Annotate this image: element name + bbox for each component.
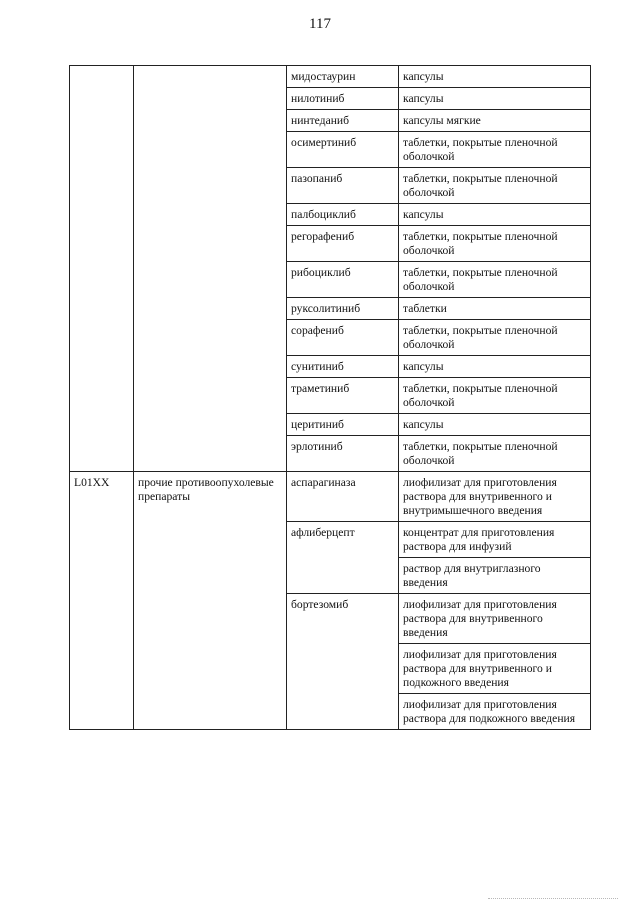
drug-name-cell: траметиниб xyxy=(287,378,399,414)
dosage-form-cell: капсулы xyxy=(399,88,591,110)
drug-table-body xyxy=(70,66,591,730)
drug-name-cell: сунитиниб xyxy=(287,356,399,378)
drug-name-cell: нинтеданиб xyxy=(287,110,399,132)
dosage-form-cell: таблетки, покрытые пленочной оболочкой xyxy=(399,436,591,472)
dosage-form-cell: таблетки, покрытые пленочной оболочкой xyxy=(399,262,591,298)
drug-name-cell: сорафениб xyxy=(287,320,399,356)
dosage-form-cell: капсулы xyxy=(399,414,591,436)
drug-name-cell: аспарагиназа xyxy=(287,472,399,522)
dosage-form-cell: капсулы мягкие xyxy=(399,110,591,132)
drug-name-cell: нилотиниб xyxy=(287,88,399,110)
drug-name-cell: руксолитиниб xyxy=(287,298,399,320)
drug-name-cell: рибоциклиб xyxy=(287,262,399,298)
dosage-form-cell: лиофилизат для приготовления раствора для внутривенного и подкожного введения xyxy=(399,644,591,694)
drug-name-cell: пазопаниб xyxy=(287,168,399,204)
dosage-form-cell: таблетки, покрытые пленочной оболочкой xyxy=(399,378,591,414)
table-row xyxy=(70,66,591,88)
dosage-form-cell: таблетки, покрытые пленочной оболочкой xyxy=(399,132,591,168)
dosage-form-cell: капсулы xyxy=(399,66,591,88)
drug-name-cell: палбоциклиб xyxy=(287,204,399,226)
dosage-form-cell: концентрат для приготовления раствора для инфузий xyxy=(399,522,591,558)
drug-name-cell: осимертиниб xyxy=(287,132,399,168)
table-row xyxy=(70,472,591,522)
dosage-form-cell: капсулы xyxy=(399,356,591,378)
dosage-form-cell: раствор для внутриглазного введения xyxy=(399,558,591,594)
drug-table-container xyxy=(69,65,590,730)
dosage-form-cell: таблетки, покрытые пленочной оболочкой xyxy=(399,320,591,356)
drug-table xyxy=(69,65,591,730)
drug-name-cell: регорафениб xyxy=(287,226,399,262)
scan-artifact-line xyxy=(488,898,618,901)
atc-group-name-cell: прочие противоопухолевые препараты xyxy=(134,472,287,730)
drug-name-cell: афлиберцепт xyxy=(287,522,399,594)
dosage-form-cell: лиофилизат для приготовления раствора для подкожного введения xyxy=(399,694,591,730)
atc-code-cell-empty xyxy=(70,66,134,472)
dosage-form-cell: капсулы xyxy=(399,204,591,226)
dosage-form-cell: лиофилизат для приготовления раствора для внутривенного и внутримышечного введения xyxy=(399,472,591,522)
dosage-form-cell: таблетки, покрытые пленочной оболочкой xyxy=(399,168,591,204)
atc-code-cell: L01XX xyxy=(70,472,134,730)
dosage-form-cell: таблетки xyxy=(399,298,591,320)
page-number: 117 xyxy=(309,16,331,32)
drug-name-cell: бортезомиб xyxy=(287,594,399,730)
dosage-form-cell: лиофилизат для приготовления раствора для внутривенного введения xyxy=(399,594,591,644)
atc-group-cell-empty xyxy=(134,66,287,472)
drug-name-cell: мидостаурин xyxy=(287,66,399,88)
drug-name-cell: эрлотиниб xyxy=(287,436,399,472)
drug-name-cell: церитиниб xyxy=(287,414,399,436)
dosage-form-cell: таблетки, покрытые пленочной оболочкой xyxy=(399,226,591,262)
